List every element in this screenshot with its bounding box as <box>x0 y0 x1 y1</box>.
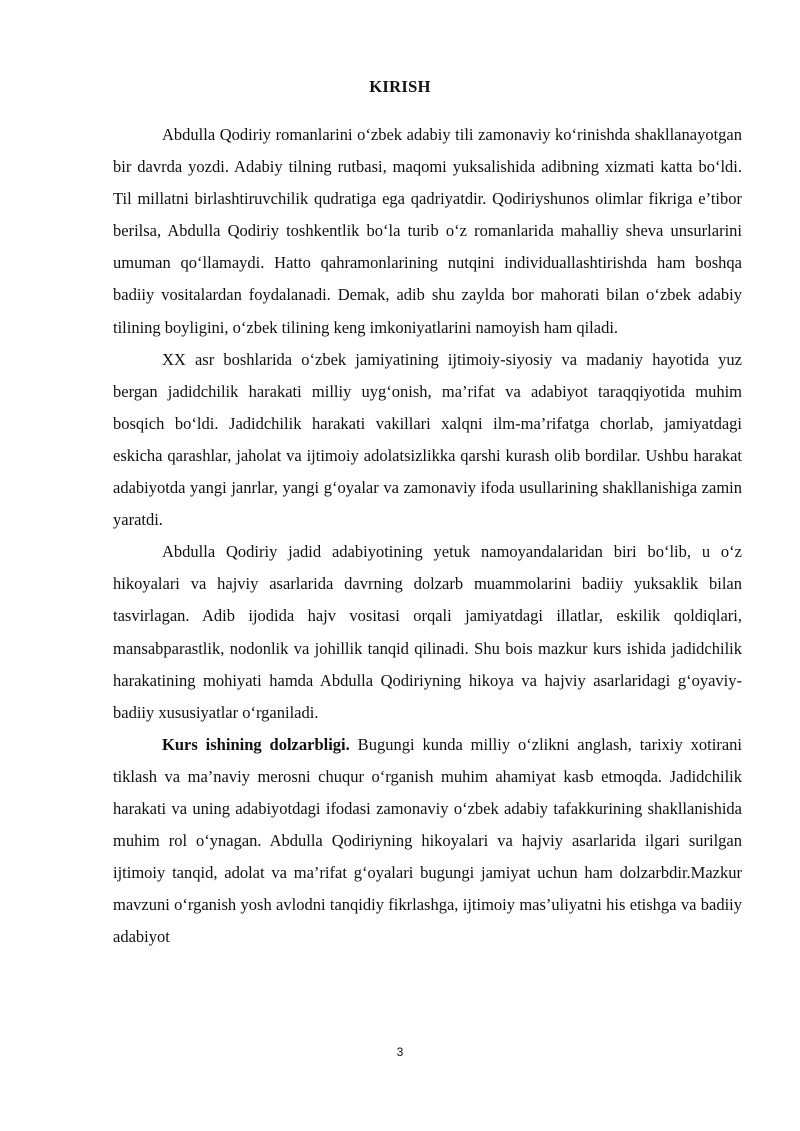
body-text <box>113 119 742 953</box>
relevance-heading: Kurs ishining dolzarbligi. <box>162 734 350 754</box>
paragraph-qodiriy <box>113 536 742 729</box>
paragraph-relevance <box>113 729 742 954</box>
paragraph-jadidism <box>113 344 742 537</box>
page-number: 3 <box>396 1045 404 1059</box>
paragraph-text: Abdulla Qodiriy romanlarini o‘zbek adabiy tili zamonaviy ko‘rinishda shakllanayotgan bir davrda yozdi. Adabiy tilning rutbasi, maqomi yuksalishida adibning xizmati katta bo‘ldi. Til millatni birlashtiruvchilik qudratiga ega qadriyatdir. Qodiriyshunos olimlar fikriga e’tibor berilsa, Abdulla Qodiriy toshkentlik bo‘la turib o‘z romanlarida mahalliy sheva unsurlarini umuman qo‘llamaydi. Hatto qahramonlarining nutqini individuallashtirishda ham boshqa badiiy vositalardan foydalanadi. Demak, adib shu zaylda bor mahorati bilan o‘zbek adabiy tilining boyligini, o‘zbek tilining keng imkoniyatlarini namoyish ham qiladi. <box>113 125 742 337</box>
paragraph-intro <box>113 119 742 344</box>
paragraph-text: XX asr boshlarida o‘zbek jamiyatining ijtimoiy-siyosiy va madaniy hayotida yuz bergan jadidchilik harakati milliy uyg‘onish, ma’rifat va adabiyot taraqqiyotida muhim bosqich bo‘ldi. Jadidchilik harakati vakillari xalqni ilm-ma’rifatga chorlab, jamiyatdagi eskicha qarashlar, jaholat va ijtimoiy adolatsizlikka qarshi kurash olib bordilar. Ushbu harakat adabiyotda yangi janrlar, yangi g‘oyalar va zamonaviy ifoda usullarining shakllanishiga zamin yaratdi. <box>113 349 742 530</box>
paragraph-text: Bugungi kunda milliy o‘zlikni anglash, tarixiy xotirani tiklash va ma’naviy merosni chuqur o‘rganish muhim ahamiyat kasb etmoqda. Jadidchilik harakati va uning adabiyotdagi ifodasi zamonaviy o‘zbek adabiy tafakkurining shakllanishida muhim rol o‘ynagan. Abdulla Qodiriyning hikoyalari va hajviy asarlarida ilgari surilgan ijtimoiy tanqid, adolat va ma’rifat g‘oyalari bugungi jamiyat uchun ham dolzarbdir.Mazkur mavzuni o‘rganish yosh avlodni tanqidiy fikrlashga, ijtimoiy mas’uliyatni his etishga va badiiy adabiyot <box>113 734 743 947</box>
paragraph-text: Abdulla Qodiriy jadid adabiyotining yetuk namoyandalaridan biri bo‘lib, u o‘z hikoyalari va hajviy asarlarida davrning dolzarb muammolarini badiiy yuksaklik bilan tasvirlagan. Adib ijodida hajv vositasi orqali jamiyatdagi illatlar, eskilik qoldiqlari, mansabparastlik, nodonlik va johillik tanqid qilinadi. Shu bois mazkur kurs ishida jadidchilik harakatining mohiyati hamda Abdulla Qodiriyning hikoya va hajviy asarlaridagi g‘oyaviy-badiiy xususiyatlar o‘rganiladi. <box>113 542 742 722</box>
section-title: KIRISH <box>369 77 431 96</box>
